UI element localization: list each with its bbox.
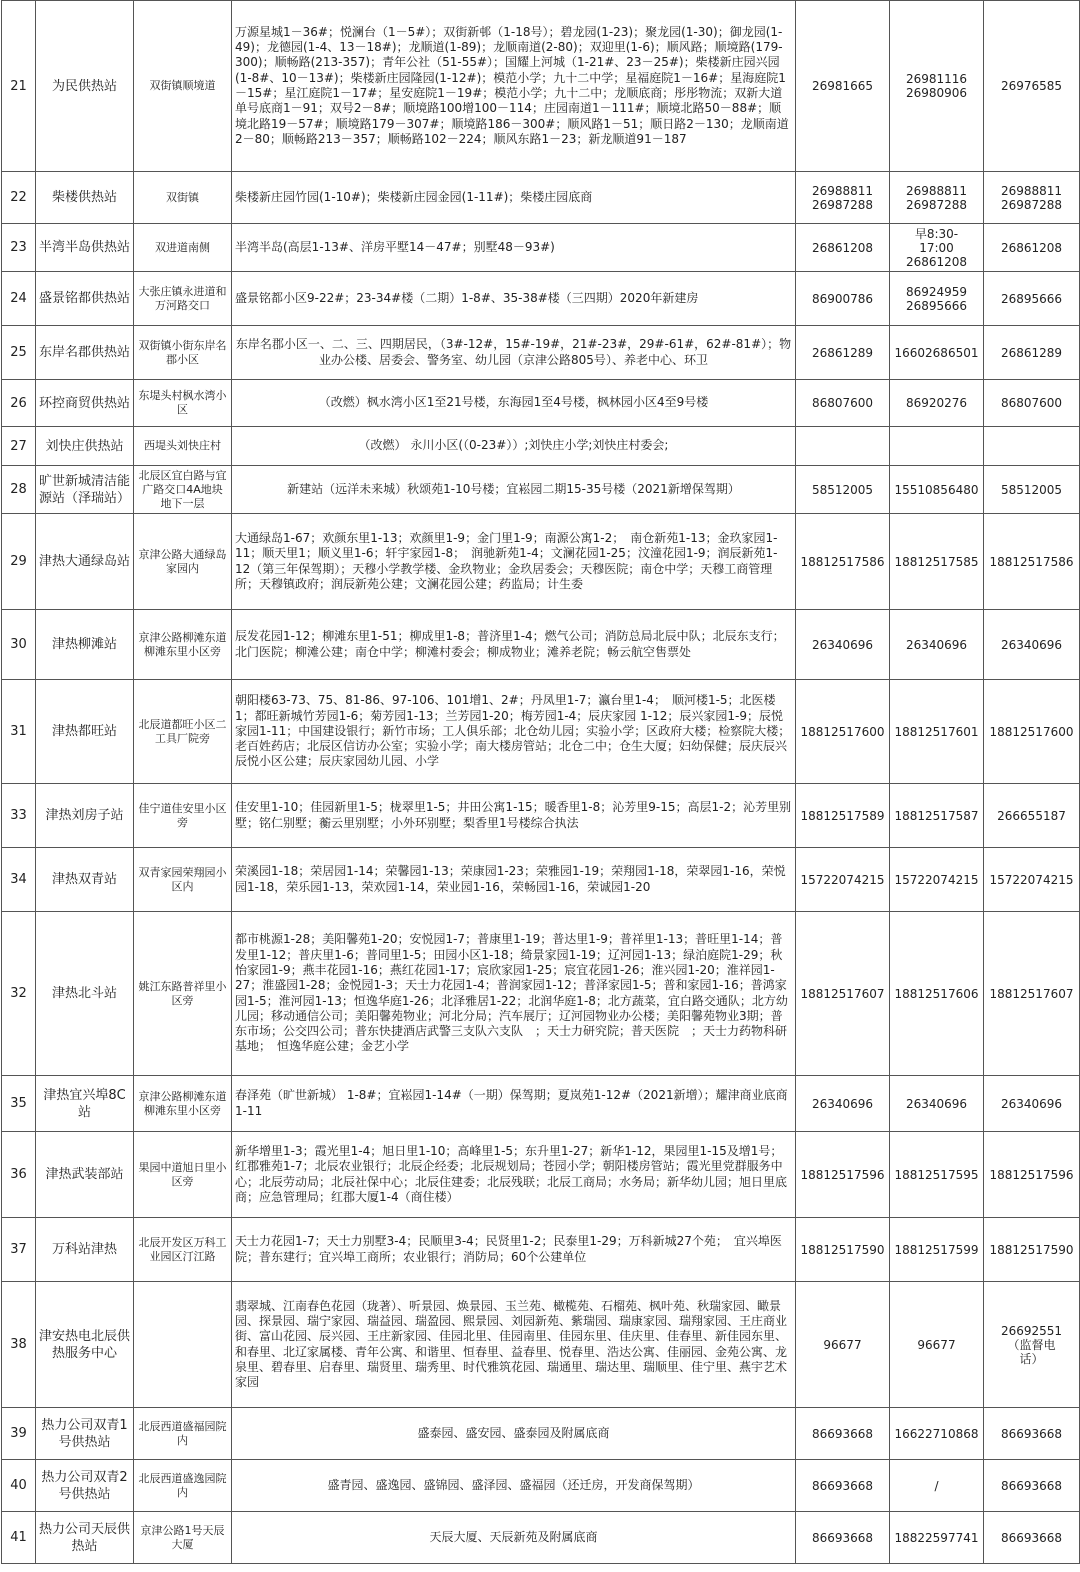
table-row xyxy=(2,1408,1080,1460)
phone-number: 26895666 xyxy=(1000,291,1063,306)
phone-cell-p3 xyxy=(984,514,1080,610)
station-name: 津热大通绿岛站 xyxy=(36,514,134,610)
phone-number: 15722074215 xyxy=(894,872,979,887)
phone-number: 26340696 xyxy=(905,637,968,652)
phone-number: 话） xyxy=(1019,1351,1044,1366)
service-area: 半湾半岛(高层1-13#、洋房平墅14－47#；别墅48－93#) xyxy=(232,224,796,272)
service-area: （改燃）枫水湾小区1至21号楼，东海园1至4号楼，枫林园小区4至9号楼 xyxy=(232,380,796,427)
phone-number: 58512005 xyxy=(811,482,874,497)
phone-number: 18812517600 xyxy=(800,724,885,739)
phone-cell-p3 xyxy=(984,1218,1080,1282)
station-name: 津热北斗站 xyxy=(36,912,134,1076)
phone-number: 26340696 xyxy=(905,1096,968,1111)
service-area: 柴楼新庄园竹园(1-10#)；柴楼新庄园金园(1-11#)；柴楼庄园底商 xyxy=(232,172,796,224)
station-name: 万科站津热 xyxy=(36,1218,134,1282)
phone-cell-p2 xyxy=(890,1512,984,1564)
service-area: 朝阳楼63-73、75、81-86、97-106、101增1、2#；丹凤里1-7；瀛台里1-4； 顺河楼1-5；北医楼1；都旺新城竹芳园1-6；菊芳园1-13；兰芳园1-20；梅芳园1-4；辰庆家园 1-12；辰兴家园1-9；辰悦家园1-11；中国建设银行；新竹市场；工人俱乐部；北仓幼儿园；实验小学；区政府大楼；检察院大楼；老百姓药店；北辰区信访办公室；实验小学；南大楼房管站；北仓二中；仓生大厦；妇幼保健；辰庆辰兴辰悦小区公建；辰庆家园幼儿园、小学 xyxy=(232,680,796,784)
station-location: 大张庄镇永进道和万河路交口 xyxy=(134,272,232,326)
phone-number: 15722074215 xyxy=(800,872,885,887)
phone-cell-p1 xyxy=(796,1282,890,1408)
phone-number: 86693668 xyxy=(1000,1530,1063,1545)
phone-cell-p2 xyxy=(890,427,984,466)
phone-number: 26980906 xyxy=(905,86,968,100)
table-row xyxy=(2,610,1080,680)
phone-number: 18812517590 xyxy=(800,1242,885,1257)
station-name: 津热双青站 xyxy=(36,848,134,912)
phone-cell-p3 xyxy=(984,427,1080,466)
table-row xyxy=(2,466,1080,514)
station-name: 津热刘房子站 xyxy=(36,784,134,848)
row-number: 24 xyxy=(2,272,36,326)
row-number: 22 xyxy=(2,172,36,224)
phone-number: 86920276 xyxy=(905,396,968,410)
phone-cell-p3 xyxy=(984,680,1080,784)
station-name: 为民供热站 xyxy=(36,1,134,172)
phone-number: 26987288 xyxy=(811,197,874,212)
phone-cell-p3 xyxy=(984,784,1080,848)
row-number: 26 xyxy=(2,380,36,427)
phone-cell-p1 xyxy=(796,784,890,848)
phone-number: 26861289 xyxy=(811,345,874,360)
phone-number: 18812517600 xyxy=(989,724,1074,739)
phone-cell-p1 xyxy=(796,380,890,427)
phone-cell-p3 xyxy=(984,172,1080,224)
phone-number: 86693668 xyxy=(1000,1426,1063,1441)
phone-cell-p3 xyxy=(984,610,1080,680)
phone-number: 18812517586 xyxy=(989,554,1074,569)
row-number: 31 xyxy=(2,680,36,784)
phone-cell-p1 xyxy=(796,848,890,912)
phone-number: 26340696 xyxy=(811,1096,874,1111)
phone-number: 86693668 xyxy=(811,1426,874,1441)
station-location xyxy=(134,1282,232,1408)
service-area: 盛泰园、盛安园、盛泰园及附属底商 xyxy=(232,1408,796,1460)
phone-number: 26861208 xyxy=(1000,240,1063,255)
service-area: 新建站（远洋未来城）秋颂苑1-10号楼；宜崧园二期15-35号楼（2021新增保驾期） xyxy=(232,466,796,514)
table-row xyxy=(2,1512,1080,1564)
row-number: 37 xyxy=(2,1218,36,1282)
row-number: 34 xyxy=(2,848,36,912)
phone-number: 86807600 xyxy=(1000,396,1063,410)
service-area: 万源星城1－36#；悦澜台（1－5#）；双街新邨（1-18号）；碧龙园(1-23)；聚龙园(1-30)；御龙园(1-49)；龙德园(1-4、13－18#)；龙顺道(1-89)；龙顺南道(2-80)；双迎里(1-6)；顺风路；顺境路(179-300)；顺畅路(213-357)；青年公社（51-55#）；国耀上河城（1-21#、23－25#)；柴楼新庄园兴园(1-8#、10－13#)；柴楼新庄园隆园(1-12#)；模范小学；九十二中学；星福庭院1－16#；星海庭院1－15#；星江庭院1－17#；星安庭院1－19#；模范小学；九十二中；龙顺底商；彤彤物流；双新大道单号底商1－91；双号2－8#；顺境路100增100－114；庄园南道1－111#；顺境北路50－88#；顺境北路19－57#；顺境路179－307#；顺境路186－300#；顺风路1－51；顺日路2－130；龙顺南道2－80；顺畅路213－357；顺畅路102－224；顺风东路1－23；新龙顺道91－187 xyxy=(232,1,796,172)
row-number: 32 xyxy=(2,912,36,1076)
phone-number: 26981665 xyxy=(811,79,874,93)
station-name: 热力公司双青2号供热站 xyxy=(36,1460,134,1512)
phone-cell-p2 xyxy=(890,172,984,224)
phone-number: 26340696 xyxy=(1000,637,1063,652)
row-number: 25 xyxy=(2,326,36,380)
phone-number: （监督电 xyxy=(1007,1337,1056,1352)
phone-number: 18812517586 xyxy=(800,554,885,569)
phone-cell-p3 xyxy=(984,1282,1080,1408)
phone-cell-p1 xyxy=(796,610,890,680)
phone-cell-p3 xyxy=(984,1,1080,172)
row-number: 39 xyxy=(2,1408,36,1460)
phone-number: 16622710868 xyxy=(894,1426,979,1441)
phone-cell-p2 xyxy=(890,610,984,680)
phone-number: 15722074215 xyxy=(989,872,1074,887)
phone-number: 18812517607 xyxy=(989,986,1074,1001)
service-area: 佳安里1-10；佳园新里1-5；栊翠里1-5；井田公寓1-15；暖香里1-8；沁芳里9-15；高层1-2；沁芳里别墅；铭仁别墅；蘅云里别墅；小外环别墅；梨香里1号楼综合执法 xyxy=(232,784,796,848)
phone-cell-p1 xyxy=(796,1218,890,1282)
phone-cell-p1 xyxy=(796,326,890,380)
row-number: 29 xyxy=(2,514,36,610)
station-name: 盛景铭都供热站 xyxy=(36,272,134,326)
phone-cell-p1 xyxy=(796,427,890,466)
phone-number: 18812517596 xyxy=(800,1167,885,1182)
phone-number: 86693668 xyxy=(1000,1478,1063,1493)
phone-cell-p3 xyxy=(984,326,1080,380)
phone-cell-p2 xyxy=(890,514,984,610)
row-number: 30 xyxy=(2,610,36,680)
phone-number: 18812517599 xyxy=(894,1242,979,1257)
phone-number: 26976585 xyxy=(1000,79,1063,93)
station-location: 双街镇顺境道 xyxy=(134,1,232,172)
phone-number: 26861208 xyxy=(811,240,874,255)
table-row xyxy=(2,514,1080,610)
station-name: 热力公司天辰供热站 xyxy=(36,1512,134,1564)
phone-number: 18812517585 xyxy=(894,554,979,569)
station-name: 津热都旺站 xyxy=(36,680,134,784)
table-row xyxy=(2,784,1080,848)
phone-cell-p3 xyxy=(984,1460,1080,1512)
station-location: 双进道南侧 xyxy=(134,224,232,272)
table-row xyxy=(2,912,1080,1076)
phone-cell-p2 xyxy=(890,784,984,848)
phone-cell-p1 xyxy=(796,1,890,172)
station-location: 北辰开发区万科工业园区汀江路 xyxy=(134,1218,232,1282)
row-number: 28 xyxy=(2,466,36,514)
phone-number: 26988811 xyxy=(905,183,968,198)
phone-number: 26340696 xyxy=(811,637,874,652)
station-location: 西堤头刘快庄村 xyxy=(134,427,232,466)
table-row xyxy=(2,1218,1080,1282)
station-name: 津热柳滩站 xyxy=(36,610,134,680)
phone-cell-p1 xyxy=(796,1076,890,1132)
station-name: 环控商贸供热站 xyxy=(36,380,134,427)
table-row xyxy=(2,848,1080,912)
phone-cell-p3 xyxy=(984,1076,1080,1132)
phone-cell-p2 xyxy=(890,680,984,784)
service-area: （改燃） 永川小区(（0-23#））;刘快庄小学;刘快庄村委会; xyxy=(232,427,796,466)
phone-cell-p2 xyxy=(890,1408,984,1460)
station-location: 京津公路1号天辰大厦 xyxy=(134,1512,232,1564)
service-area: 东岸名郡小区一、二、三、四期居民，（3#-12#，15#-19#，21#-23#，29#-61#，62#-81#）；物业办公楼、居委会、警务室、幼儿园（京津公路805号）、养老中心、环卫 xyxy=(232,326,796,380)
phone-cell-p3 xyxy=(984,272,1080,326)
phone-number: 18812517606 xyxy=(894,986,979,1001)
phone-cell-p1 xyxy=(796,514,890,610)
phone-cell-p2 xyxy=(890,1,984,172)
phone-number: 18812517595 xyxy=(894,1167,979,1182)
phone-cell-p2 xyxy=(890,1132,984,1218)
station-location: 双青家园荣翔园小区内 xyxy=(134,848,232,912)
row-number: 40 xyxy=(2,1460,36,1512)
phone-number: 26988811 xyxy=(811,183,874,198)
service-area: 新华增里1-3；霞光里1-4；旭日里1-10；高峰里1-5；东升里1-27；新华1-12，果园里1-15及增1号；红郡雅苑1-7；北辰农业银行；北辰企经委；北辰规划局；苍园小学；朝阳楼房管站；霞光里党群服务中心；北辰劳动局；北辰社保中心；北辰住建委；北辰残联；北辰工商局；水务局；新华幼儿园；旭日里底商；应急管理局；红郡大厦1-4（商住楼） xyxy=(232,1132,796,1218)
table-row xyxy=(2,326,1080,380)
phone-number: 96677 xyxy=(917,1337,956,1352)
row-number: 23 xyxy=(2,224,36,272)
station-location: 京津公路大通绿岛家园内 xyxy=(134,514,232,610)
station-location: 京津公路柳滩东道柳滩东里小区旁 xyxy=(134,610,232,680)
table-row xyxy=(2,427,1080,466)
station-name: 津热武装部站 xyxy=(36,1132,134,1218)
phone-number: 58512005 xyxy=(1000,482,1063,497)
heating-station-table xyxy=(1,0,1080,1564)
table-row xyxy=(2,172,1080,224)
phone-cell-p1 xyxy=(796,172,890,224)
station-location: 北辰西道盛福园院内 xyxy=(134,1408,232,1460)
station-location: 果园中道旭日里小区旁 xyxy=(134,1132,232,1218)
row-number: 35 xyxy=(2,1076,36,1132)
phone-number: 96677 xyxy=(823,1337,862,1352)
station-name: 东岸名郡供热站 xyxy=(36,326,134,380)
table-row xyxy=(2,1282,1080,1408)
table-row xyxy=(2,1076,1080,1132)
phone-number: 86807600 xyxy=(811,396,874,410)
phone-number: 26692551 xyxy=(1000,1323,1063,1338)
station-location: 双街镇 xyxy=(134,172,232,224)
phone-number: 18812517596 xyxy=(989,1167,1074,1182)
row-number: 41 xyxy=(2,1512,36,1564)
phone-number: / xyxy=(934,1478,939,1493)
station-name: 热力公司双青1号供热站 xyxy=(36,1408,134,1460)
phone-cell-p3 xyxy=(984,224,1080,272)
service-area: 天辰大厦、天辰新苑及附属底商 xyxy=(232,1512,796,1564)
phone-number: 18812517607 xyxy=(800,986,885,1001)
phone-number: 86924959 xyxy=(905,284,968,299)
phone-number: 18812517590 xyxy=(989,1242,1074,1257)
service-area: 天士力花园1-7；天士力别墅3-4；民顺里3-4；民贤里1-2；民泰里1-29；万科新城27个苑； 宜兴埠医院；普东建行；宜兴埠工商所；农业银行；消防局；60个公建单位 xyxy=(232,1218,796,1282)
phone-number: 17:00 xyxy=(919,240,954,255)
phone-number: 早8:30- xyxy=(914,226,959,241)
phone-number: 26861208 xyxy=(905,254,968,269)
phone-number: 266655187 xyxy=(997,808,1066,823)
phone-cell-p1 xyxy=(796,224,890,272)
phone-number: 86693668 xyxy=(811,1478,874,1493)
row-number: 36 xyxy=(2,1132,36,1218)
phone-cell-p3 xyxy=(984,848,1080,912)
station-location: 北辰区宜白路与宜广路交口4A地块地下一层 xyxy=(134,466,232,514)
phone-number: 26987288 xyxy=(1000,197,1063,212)
service-area: 辰发花园1-12；柳滩东里1-51；柳成里1-8；普济里1-4；燃气公司；消防总局北辰中队；北辰东支行；北门医院；柳滩公建；南仓中学；柳滩村委会；柳成物业；滩养老院；畅云航空售票处 xyxy=(232,610,796,680)
phone-cell-p1 xyxy=(796,1460,890,1512)
phone-cell-p2 xyxy=(890,912,984,1076)
phone-cell-p3 xyxy=(984,1132,1080,1218)
station-name: 旷世新城清洁能源站（泽瑞站） xyxy=(36,466,134,514)
phone-number: 15510856480 xyxy=(894,482,979,497)
phone-cell-p1 xyxy=(796,1408,890,1460)
phone-number: 26987288 xyxy=(905,197,968,212)
service-area: 春泽苑（旷世新城） 1-8#；宜崧园1-14#（一期）保驾期；夏岚苑1-12#（2021新增）；耀津商业底商1-11 xyxy=(232,1076,796,1132)
station-location: 姚江东路普祥里小区旁 xyxy=(134,912,232,1076)
phone-number: 26340696 xyxy=(1000,1096,1063,1111)
row-number: 21 xyxy=(2,1,36,172)
station-name: 柴楼供热站 xyxy=(36,172,134,224)
phone-number: 18812517587 xyxy=(894,808,979,823)
phone-cell-p1 xyxy=(796,272,890,326)
phone-cell-p1 xyxy=(796,912,890,1076)
phone-number: 26981116 xyxy=(905,72,968,86)
table-row xyxy=(2,1460,1080,1512)
row-number: 27 xyxy=(2,427,36,466)
service-area: 大通绿岛1-67；欢颜东里1-13；欢颜里1-9；金门里1-9；南源公寓1-2； 南仓新苑1-13；金玖家园1-11；顺天里1；顺义里1-6；轩宇家园1-8； 润驰新苑1-4；文澜花园1-25；汶潼花园1-9；润辰新苑1-12（第三年保驾期）；天穆小学教学楼、金玖物业；金玖居委会；天穆医院；南仓中学；天穆工商管理所；天穆镇政府；润辰新苑公建；文澜花园公建；药监局；计生委 xyxy=(232,514,796,610)
station-location: 佳宁道佳安里小区旁 xyxy=(134,784,232,848)
phone-cell-p2 xyxy=(890,466,984,514)
service-area: 盛青园、盛逸园、盛锦园、盛泽园、盛福园（还迁房，开发商保驾期） xyxy=(232,1460,796,1512)
phone-cell-p3 xyxy=(984,1408,1080,1460)
phone-cell-p2 xyxy=(890,272,984,326)
phone-number: 18812517601 xyxy=(894,724,979,739)
table-row xyxy=(2,272,1080,326)
phone-cell-p2 xyxy=(890,1282,984,1408)
phone-cell-p1 xyxy=(796,680,890,784)
phone-cell-p2 xyxy=(890,380,984,427)
phone-number: 18822597741 xyxy=(894,1530,979,1545)
station-location: 东堤头村枫水湾小区 xyxy=(134,380,232,427)
phone-number: 18812517589 xyxy=(800,808,885,823)
phone-number: 86900786 xyxy=(811,291,874,306)
service-area: 翡翠城、江南春色花园（珑著）、听景园、焕景园、玉兰苑、橄榄苑、石榴苑、枫叶苑、秋瑞家园、瞰景园、探景园、瑞宁家园、瑞益园、瑞盈园、熙景园、刘园新苑、紫瑞园、瑞康家园、瑞翔家园、王庄商业街、富山花园、辰兴园、王庄新家园、佳园北里、佳园南里、佳园东里、佳庆里、佳春里、新佳园东里、和春里、北辽家属楼、青年公寓、和谐里、恒春里、益春里、悦春里、浩达公寓、佳丽园、金苑公寓、龙泉里、碧春里、启春里、瑞贤里、瑞秀里、时代雅筑花园、瑞通里、瑞达里、瑞顺里、佳宁里、燕宇艺术家园 xyxy=(232,1282,796,1408)
station-location: 京津公路柳滩东道柳滩东里小区旁 xyxy=(134,1076,232,1132)
station-location: 北辰道都旺小区二工具厂院旁 xyxy=(134,680,232,784)
phone-cell-p2 xyxy=(890,848,984,912)
station-name: 津热宜兴埠8C站 xyxy=(36,1076,134,1132)
station-name: 半湾半岛供热站 xyxy=(36,224,134,272)
phone-cell-p3 xyxy=(984,466,1080,514)
phone-cell-p3 xyxy=(984,1512,1080,1564)
phone-cell-p1 xyxy=(796,1512,890,1564)
station-location: 双街镇小街东岸名郡小区 xyxy=(134,326,232,380)
phone-cell-p2 xyxy=(890,326,984,380)
row-number: 33 xyxy=(2,784,36,848)
row-number: 38 xyxy=(2,1282,36,1408)
phone-cell-p2 xyxy=(890,224,984,272)
station-name: 刘快庄供热站 xyxy=(36,427,134,466)
table-row xyxy=(2,1132,1080,1218)
table-row xyxy=(2,1,1080,172)
phone-cell-p3 xyxy=(984,912,1080,1076)
service-area: 盛景铭都小区9-22#；23-34#楼（二期）1-8#、35-38#楼（三四期）2020年新建房 xyxy=(232,272,796,326)
phone-number: 86693668 xyxy=(811,1530,874,1545)
table-row xyxy=(2,224,1080,272)
station-name: 津安热电北辰供热服务中心 xyxy=(36,1282,134,1408)
station-location: 北辰西道盛逸园院内 xyxy=(134,1460,232,1512)
phone-number: 26895666 xyxy=(905,298,968,313)
phone-cell-p3 xyxy=(984,380,1080,427)
table-row xyxy=(2,380,1080,427)
phone-cell-p1 xyxy=(796,1132,890,1218)
phone-number: 26988811 xyxy=(1000,183,1063,198)
service-area: 荣溪园1-18；荣居园1-14；荣馨园1-13；荣康园1-23；荣雅园1-19；荣翔园1-18，荣翠园1-16，荣悦园1-18，荣乐园1-13，荣欢园1-14，荣业园1-16，荣畅园1-16，荣诚园1-20 xyxy=(232,848,796,912)
table-row xyxy=(2,680,1080,784)
table-body xyxy=(2,1,1080,1564)
service-area: 都市桃源1-28；美阳馨苑1-20；安悦园1-7；普康里1-19；普达里1-9；普祥里1-13；普旺里1-14；普发里1-12；普庆里1-6；普同里1-5；田园小区1-18；绮景家园1-19；辽河园1-13；绿泊庭院1-29；秋怡家园1-9；燕丰花园1-16；燕红花园1-17；宸欣家园1-25；宸宜花园1-26；淮兴园1-20；淮祥园1-27；淮盛园1-28；金悦园1-3；天士力花园1-4；普润家园1-12；普泽家园1-5；普和家园1-16；普鸿家园1-5；淮河园1-13；恒逸华庭1-26；北泽雅居1-22；北润华庭1-8；北方蔬菜，宜白路交通队；北方幼儿园；移动通信公司；美阳馨苑物业；河北分局；汽车展厅；辽河园物业办公楼；美阳馨苑物业3期；普东市场；公交四公司；普东快捷酒店武警三支队六支队 ；天士力研究院；普天医院 ；天士力药物科研基地； 恒逸华庭公建；金艺小学 xyxy=(232,912,796,1076)
phone-number: 26861289 xyxy=(1000,345,1063,360)
phone-cell-p2 xyxy=(890,1460,984,1512)
phone-number: 16602686501 xyxy=(894,345,979,360)
phone-cell-p1 xyxy=(796,466,890,514)
phone-cell-p2 xyxy=(890,1076,984,1132)
phone-cell-p2 xyxy=(890,1218,984,1282)
